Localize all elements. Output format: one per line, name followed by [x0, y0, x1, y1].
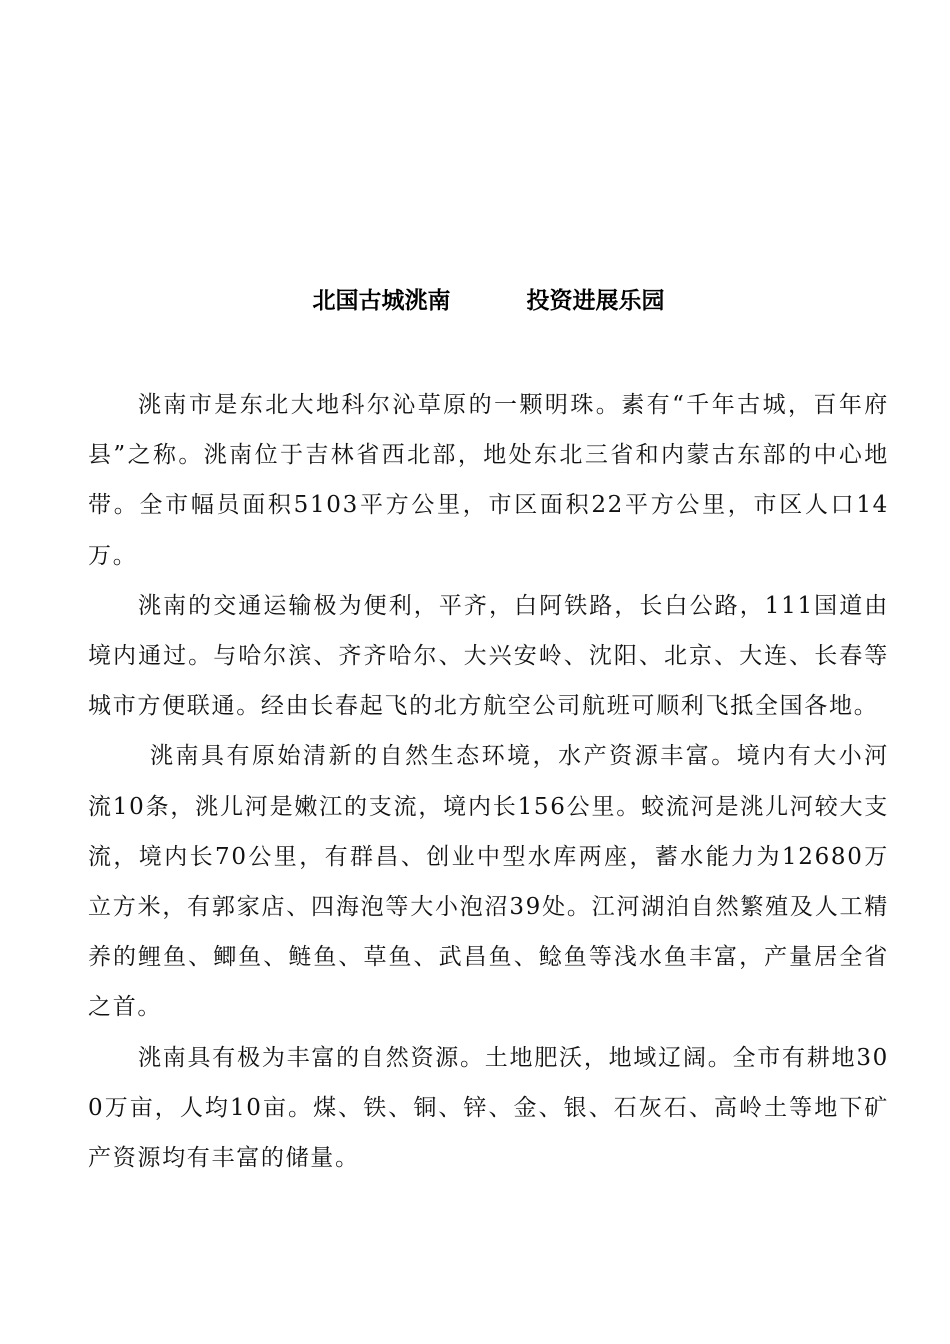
paragraph-overview: 洮南市是东北大地科尔沁草原的一颗明珠。素有“千年古城，百年府县”之称。洮南位于吉林省西北部，地处东北三省和内蒙古东部的中心地带。全市幅员面积5103平方公里，市区面积22平方公里，市区人口14万。	[88, 392, 889, 569]
title-left: 北国古城洮南	[312, 288, 451, 314]
paragraph-transport: 洮南的交通运输极为便利，平齐，白阿铁路，长白公路，111国道由境内通过。与哈尔滨、齐齐哈尔、大兴安岭、沈阳、北京、大连、长春等城市方便联通。经由长春起飞的北方航空公司航班可顺利飞抵全国各地。	[88, 592, 889, 720]
paragraph-ecology: 洮南具有原始清新的自然生态环境，水产资源丰富。境内有大小河流10条，洮儿河是嫩江的支流，境内长156公里。蛟流河是洮儿河较大支流，境内长70公里，有群昌、创业中型水库两座，蓄水能力为12680万立方米，有郭家店、四海泡等大小泡沼39处。江河湖泊自然繁殖及人工精养的鲤鱼、鲫鱼、鲢鱼、草鱼、武昌鱼、鲶鱼等浅水鱼丰富，产量居全省之首。	[88, 743, 889, 1021]
document-body	[88, 380, 889, 1183]
paragraph-resources: 洮南具有极为丰富的自然资源。土地肥沃，地域辽阔。全市有耕地300万亩，人均10亩。煤、铁、铜、锌、金、银、石灰石、高岭土等地下矿产资源均有丰富的储量。	[88, 1044, 889, 1172]
document-title	[88, 283, 889, 319]
title-right: 投资进展乐园	[526, 288, 665, 314]
